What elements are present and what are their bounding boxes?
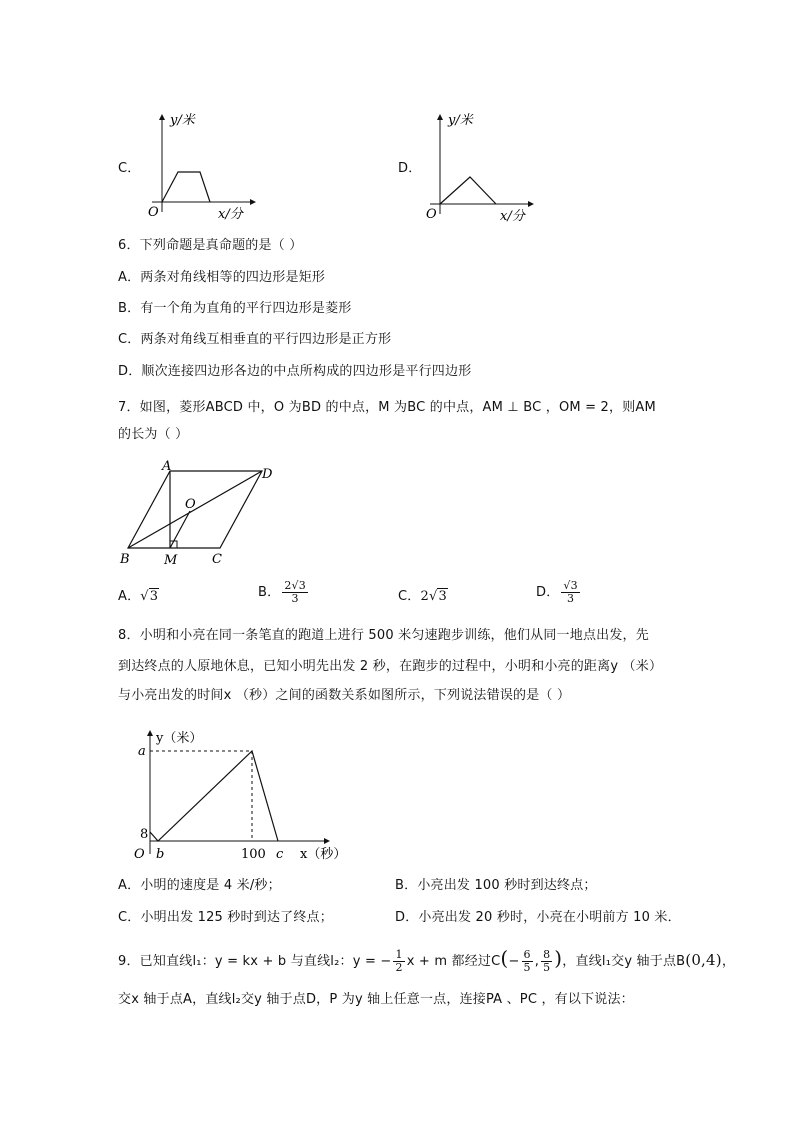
q8-option-c: C．小明出发 125 秒时到达了终点； (118, 910, 333, 925)
graph-d-origin: O (426, 207, 437, 222)
q8-label-100: 100 (241, 847, 266, 862)
q7-option-a-value: √3 (140, 589, 159, 604)
q8-x-label: x（秒） (300, 847, 347, 862)
q7-option-d-fraction: $\frac{√3}{3}$ (563, 579, 578, 605)
q8-label-o: O (134, 847, 145, 862)
q8-label-c: c (276, 847, 284, 862)
graph-c-origin: O (148, 205, 159, 220)
q9-line2: 交x 轴于点A，直线l₂交y 轴于点D，P 为y 轴上任意一点，连接PA 、PC ，有以下说法： (118, 992, 634, 1007)
graph-c-y-arrow (159, 114, 165, 120)
q9-line1: 9．已知直线l₁：y = kx + b 与直线l₂：y = − $\frac{1}{2}$ x + m 都经过C(− $\frac{6}{5}$ , $\frac{8}{5}$ )，直线l₁交y 轴于点B(0,4)， (118, 946, 736, 974)
label-o: O (185, 497, 196, 512)
graph-c-y-label: y/米 (170, 113, 195, 128)
segment-om (170, 511, 190, 548)
q9-point-b: (0,4) (685, 951, 722, 969)
graph-d-curve (440, 177, 496, 204)
label-b: B (120, 552, 130, 567)
q9-line1-part-c: ，直线l₁交y 轴于点B (562, 954, 686, 969)
q9-line1-part-b: x + m 都经过C (406, 954, 501, 969)
q7-option-a (118, 588, 159, 606)
graph-c-curve (162, 172, 210, 202)
q7-option-b (258, 580, 310, 605)
q7-stem-line1: 7．如图，菱形ABCD 中，O 为BD 的中点，M 为BC 的中点，AM ⊥ BC ，OM = 2，则AM (118, 400, 656, 415)
q8-stem-line1: 8．小明和小亮在同一条笔直的跑道上进行 500 米匀速跑步训练，他们从同一地点出发，先 (118, 628, 649, 643)
q5-graph-d (418, 108, 543, 226)
q9-line1-part-a: 9．已知直线l₁：y = kx + b 与直线l₂：y = − (118, 954, 392, 969)
label-a: A (162, 460, 172, 474)
q7-stem-line2: 的长为（ ） (118, 427, 189, 442)
q5-option-d-label: D． (398, 161, 422, 176)
q5-graph-c (140, 108, 260, 223)
q6-option-d: D．顺次连接四边形各边的中点所构成的四边形是平行四边形 (118, 364, 472, 379)
label-c: C (212, 552, 222, 567)
q9-point-c-x: $\frac{6}{5}$ (523, 948, 531, 974)
graph-c-x-arrow (250, 199, 256, 205)
q8-option-b: B．小亮出发 100 秒时到达终点； (395, 878, 597, 893)
q8-option-d: D．小亮出发 20 秒时，小亮在小明前方 10 米． (395, 910, 681, 925)
q8-y-arrow (147, 730, 153, 736)
graph-d-y-label: y/米 (448, 113, 473, 128)
q8-function-curve (150, 751, 278, 841)
q8-x-arrow (324, 838, 330, 844)
q6-option-a: A．两条对角线相等的四边形是矩形 (118, 270, 326, 285)
q7-option-c-value: √3 (428, 589, 447, 604)
q8-stem-line3: 与小亮出发的时间x （秒）之间的函数关系如图所示，下列说法错误的是（ ） (118, 688, 571, 703)
q7-option-a-label: A． (118, 589, 141, 604)
q5-option-c-label: C． (118, 161, 141, 176)
q8-label-a: a (138, 744, 146, 759)
q9-point-c-y: $\frac{8}{5}$ (543, 948, 551, 974)
q8-label-b: b (156, 847, 165, 862)
q8-distance-time-graph (128, 724, 358, 866)
q9-slope-fraction: $\frac{1}{2}$ (395, 948, 403, 974)
q7-option-c: C．2√3 (398, 589, 447, 604)
q7-option-d (536, 580, 582, 605)
q8-label-8: 8 (140, 827, 149, 842)
q7-rhombus-figure (116, 460, 286, 570)
graph-d-x-label: x/分 (500, 209, 525, 224)
q7-option-b-label: B． (258, 585, 281, 600)
q8-option-a: A．小明的速度是 4 米/秒； (118, 878, 281, 893)
q6-option-b: B．有一个角为直角的平行四边形是菱形 (118, 301, 352, 316)
q7-option-b-fraction: $\frac{2√3}{3}$ (284, 579, 306, 605)
q7-option-d-label: D． (536, 585, 560, 600)
q6-option-c: C．两条对角线互相垂直的平行四边形是正方形 (118, 332, 392, 347)
label-d: D (262, 467, 273, 482)
graph-d-x-arrow (528, 201, 534, 207)
q8-y-label: y（米） (156, 731, 203, 746)
label-m: M (164, 553, 178, 568)
graph-c-x-label: x/分 (218, 207, 243, 222)
q7-option-c-label: C． (398, 589, 421, 604)
q8-stem-line2: 到达终点的人原地休息，已知小明先出发 2 秒，在跑步的过程中，小明和小亮的距离y （米） (118, 659, 663, 674)
q6-stem: 6．下列命题是真命题的是（ ） (118, 238, 303, 253)
graph-d-y-arrow (437, 114, 443, 120)
